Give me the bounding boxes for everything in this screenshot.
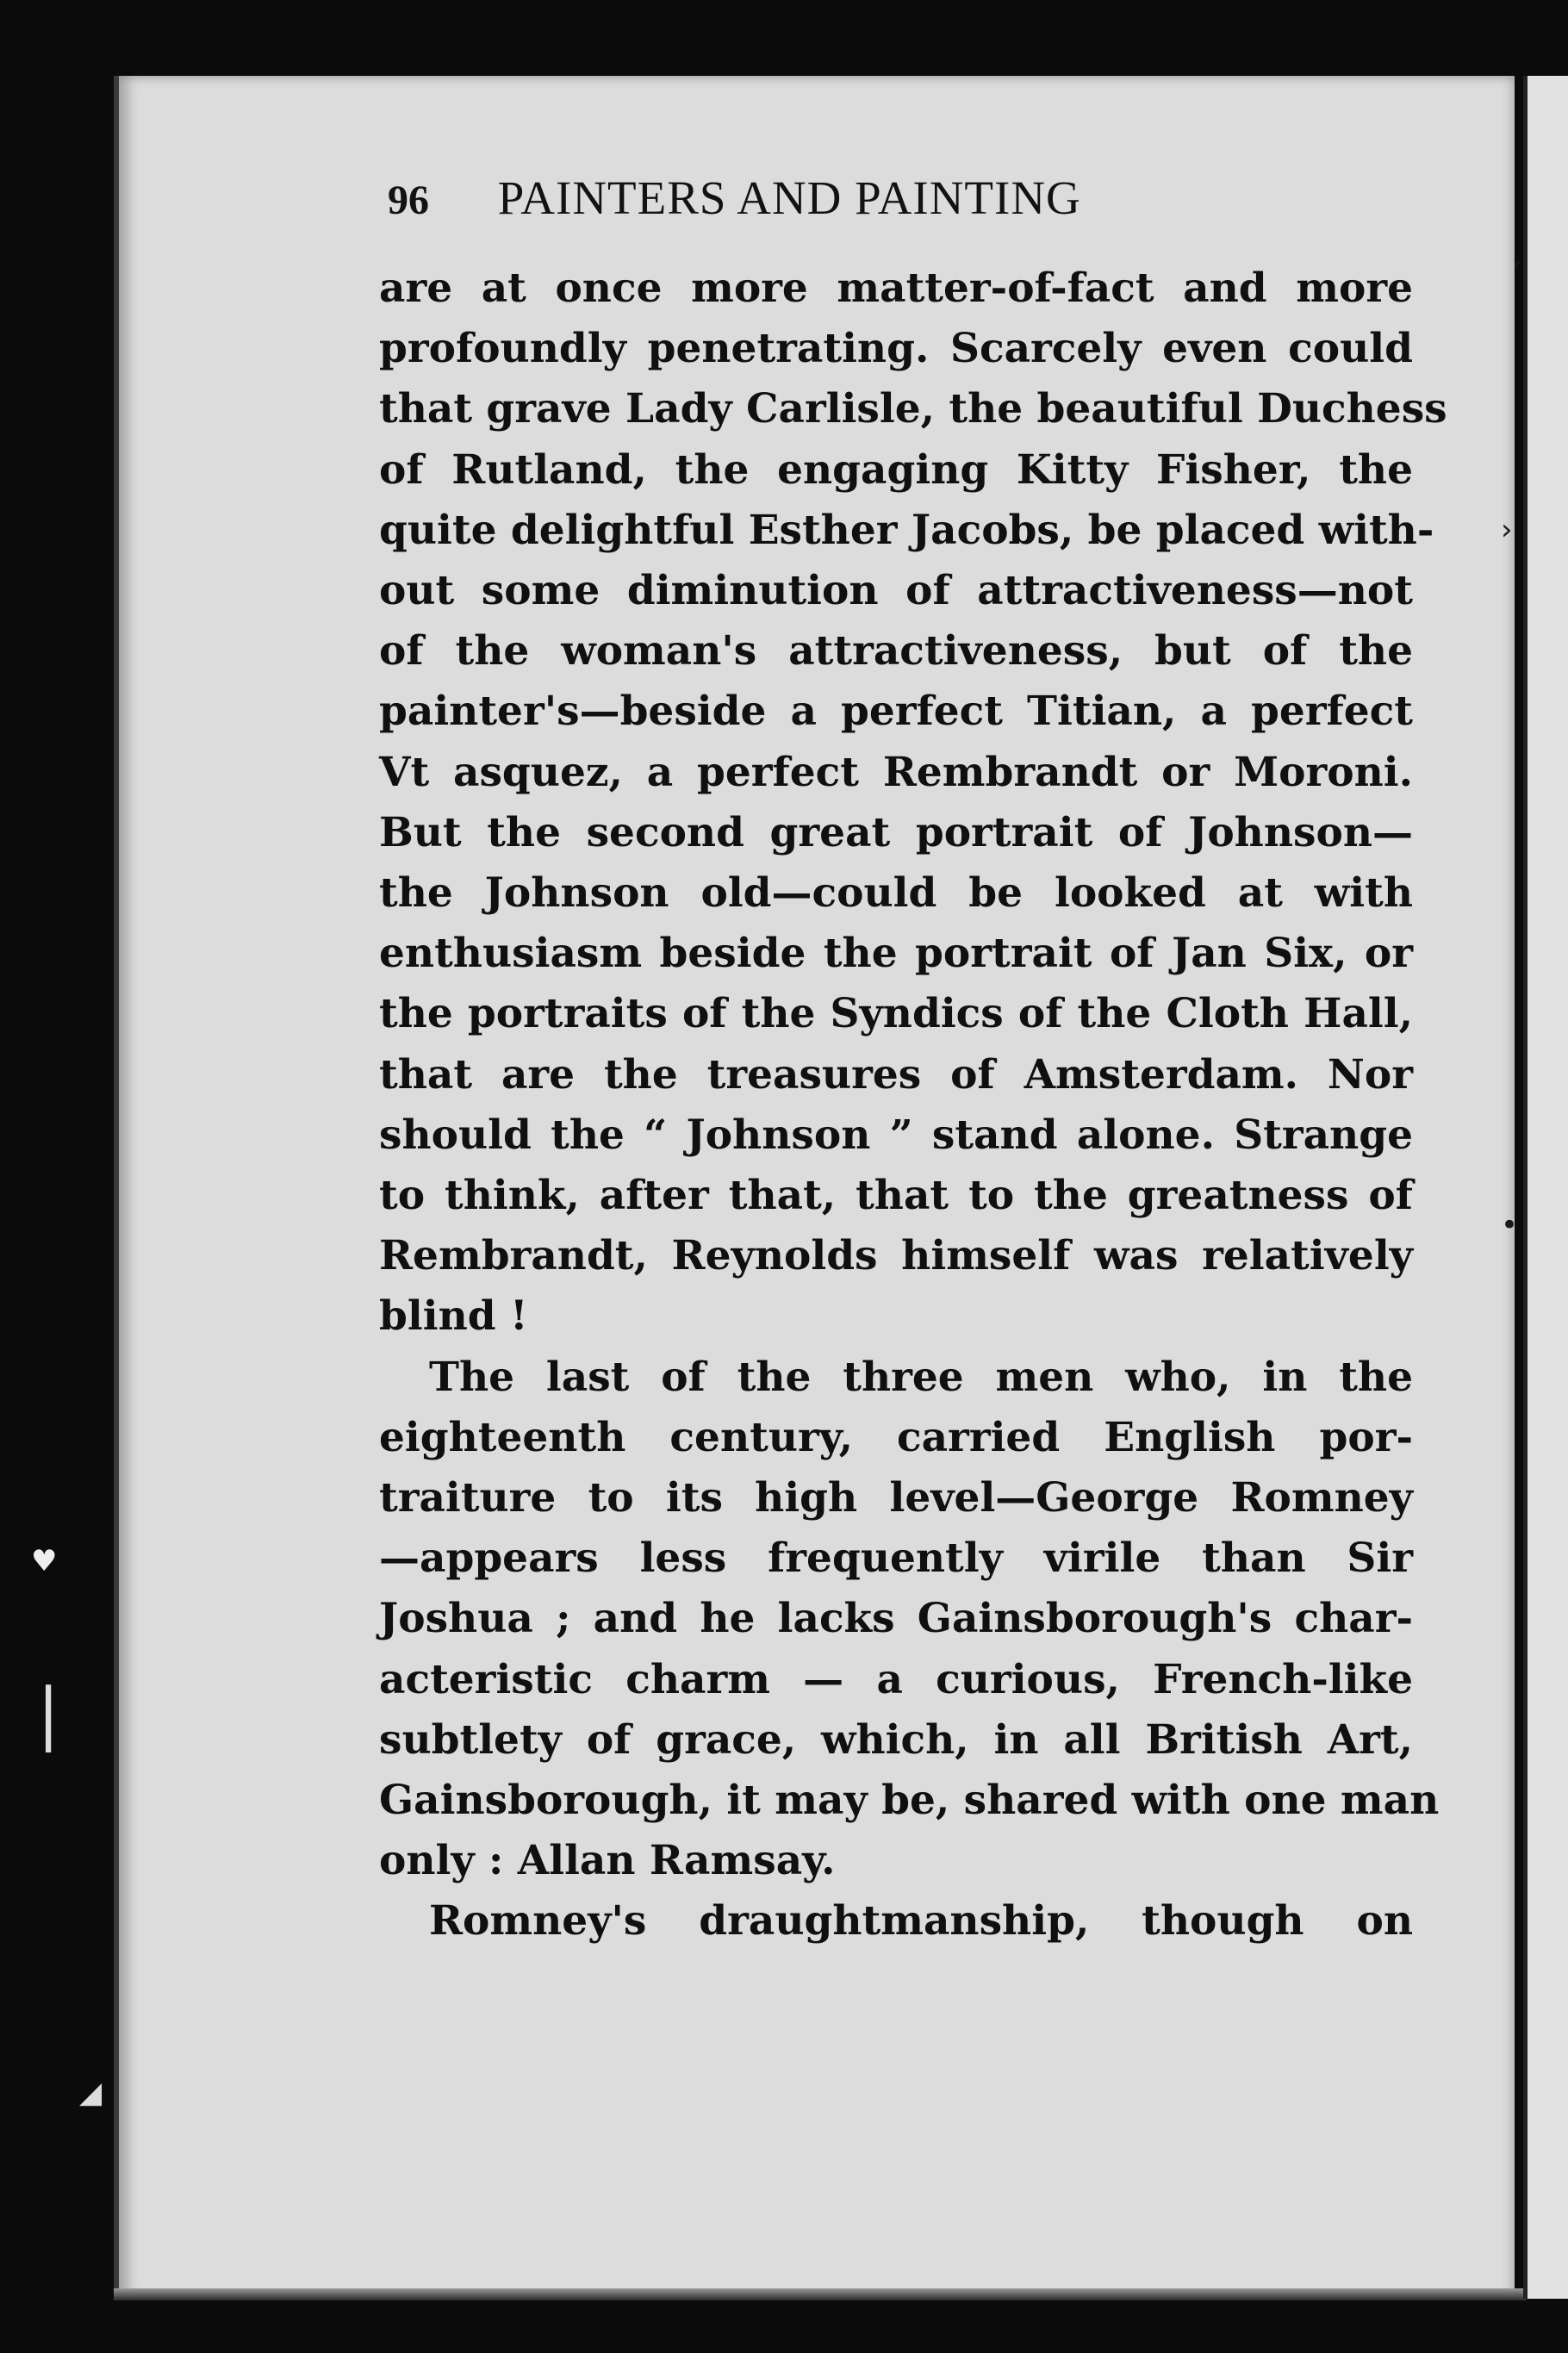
text-line: —appears less frequently virile than Sir — [379, 1534, 1413, 1583]
text-line: only : Allan Ramsay. — [379, 1837, 836, 1885]
text-line: enthusiasm beside the portrait of Jan Six, or — [379, 930, 1413, 978]
text-line: Joshua ; and he lacks Gainsborough's char- — [379, 1595, 1413, 1643]
paragraph — [379, 1891, 1413, 1951]
text-line: subtlety of grace, which, in all British Art, — [379, 1715, 1413, 1764]
text-line: that are the treasures of Amsterdam. Nor — [379, 1050, 1413, 1099]
text-line: Romney's draughtmanship, though on — [429, 1897, 1413, 1945]
text-line: traiture to its high level—George Romney — [379, 1474, 1413, 1522]
text-line: quite delightful Esther Jacobs, be placed with- — [379, 506, 1434, 554]
text-line: The last of the three men who, in the — [429, 1353, 1413, 1401]
margin-speck: • — [1501, 1208, 1519, 1242]
text-line: are at once more matter-of-fact and more — [379, 265, 1413, 312]
text-line: profoundly penetrating. Scarcely even could — [379, 325, 1413, 373]
text-line: of the woman's attractiveness, but of the — [379, 627, 1413, 675]
text-line: Gainsborough, it may be, shared with one man — [379, 1777, 1440, 1825]
margin-speck: › — [1501, 513, 1513, 547]
page-bottom-edge — [114, 2288, 1527, 2300]
text-line: that grave Lady Carlisle, the beautiful Duchess — [379, 385, 1447, 433]
text-line: Rembrandt, Reynolds himself was relatively — [379, 1232, 1413, 1280]
paragraph — [379, 258, 1447, 1348]
text-line: painter's—beside a perfect Titian, a perfect — [379, 688, 1413, 736]
running-title: PAINTERS AND PAINTING — [497, 171, 1081, 224]
text-line: blind ! — [379, 1292, 528, 1341]
text-line: should the “ Johnson ” stand alone. Strange — [379, 1111, 1413, 1159]
text-line: the portraits of the Syndics of the Cloth Hall, — [379, 990, 1413, 1038]
body-text — [379, 258, 1447, 1952]
text-line: eighteenth century, carried English por- — [379, 1413, 1413, 1461]
adjacent-page-edge — [1528, 76, 1568, 2299]
page-number: 96 — [388, 177, 429, 223]
text-line: acteristic charm — a curious, French-like — [379, 1655, 1413, 1703]
paragraph — [379, 1348, 1440, 1892]
text-line: out some diminution of attractiveness—not — [379, 567, 1413, 615]
margin-speck: ′ — [1515, 256, 1521, 290]
margin-speck: ∣ — [31, 1674, 65, 1754]
margin-speck: ◢ — [79, 2076, 103, 2110]
text-line: of Rutland, the engaging Kitty Fisher, the — [379, 445, 1413, 494]
text-line: Vt asquez, a perfect Rembrandt or Moroni. — [379, 748, 1413, 796]
margin-speck: ♥ — [31, 1544, 58, 1578]
text-line: But the second great portrait of Johnson— — [379, 808, 1413, 856]
text-line: to think, after that, that to the greatness of — [379, 1172, 1413, 1220]
running-header — [388, 171, 1081, 225]
text-line: the Johnson old—could be looked at with — [379, 869, 1413, 918]
